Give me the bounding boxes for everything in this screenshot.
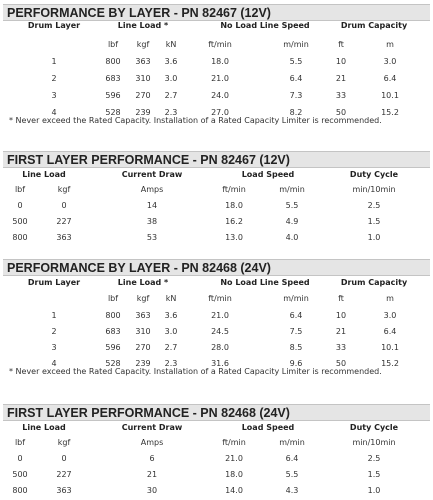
table-cell: 239 [135,359,151,368]
table-header-row [0,276,433,289]
table-cell: 800 [12,486,28,495]
table-cell: 363 [56,486,72,495]
table-cell: 2.7 [164,343,178,352]
table-cell: 21 [335,74,347,83]
column-header: Load Speed [241,170,295,179]
table-cell: 24.0 [211,91,229,100]
column-header: Drum Capacity [340,278,408,287]
column-header: No Load Line Speed [220,278,310,287]
column-header: Drum Layer [27,278,81,287]
unit-label: kgf [136,294,150,303]
table-row [0,484,433,497]
table-cell: 3.0 [164,74,178,83]
table-cell: 30 [146,486,158,495]
table-cell: 0 [61,201,67,210]
units-row [0,38,433,51]
section-title: FIRST LAYER PERFORMANCE - PN 82467 (12V) [3,151,430,168]
table-cell: 4.9 [285,217,299,226]
table-cell: 6.4 [383,74,397,83]
table-cell: 21.0 [211,311,229,320]
table-cell: 7.3 [289,91,303,100]
table-cell: 8.2 [289,108,303,117]
table-row [0,215,433,228]
column-header: Current Draw [121,423,183,432]
table-row [0,55,433,68]
table-cell: 6.4 [383,327,397,336]
table-cell: 683 [105,74,121,83]
table-row [0,468,433,481]
table-cell: 800 [105,57,121,66]
section-title: PERFORMANCE BY LAYER - PN 82468 (24V) [3,259,430,276]
table-cell: 21 [335,327,347,336]
table-cell: 14.0 [225,486,243,495]
unit-label: m/min [279,185,305,194]
table-row [0,199,433,212]
column-header: Duty Cycle [349,423,399,432]
unit-label: ft/min [222,185,246,194]
unit-label: ft/min [208,294,232,303]
table-cell: 363 [135,311,151,320]
table-cell: 310 [135,327,151,336]
table-cell: 24.5 [211,327,229,336]
column-header: Drum Capacity [340,21,408,30]
unit-label: kgf [136,40,150,49]
table-cell: 500 [12,217,28,226]
table-cell: 1 [51,311,57,320]
table-cell: 227 [56,470,72,479]
table-row [0,72,433,85]
table-cell: 6.4 [285,454,299,463]
table-row [0,325,433,338]
table-cell: 239 [135,108,151,117]
column-header: Drum Layer [27,21,81,30]
unit-label: m/min [283,40,309,49]
table-row [0,231,433,244]
table-cell: 528 [105,359,121,368]
table-cell: 33 [335,343,347,352]
table-cell: 2.7 [164,91,178,100]
table-cell: 2.3 [164,359,178,368]
table-cell: 4.3 [285,486,299,495]
table-cell: 31.6 [211,359,229,368]
table-cell: 10.1 [381,91,399,100]
units-row [0,183,433,196]
table-cell: 3.6 [164,57,178,66]
section-title: PERFORMANCE BY LAYER - PN 82467 (12V) [3,4,430,21]
table-cell: 13.0 [225,233,243,242]
table-row [0,309,433,322]
table-cell: 33 [335,91,347,100]
column-header: Duty Cycle [349,170,399,179]
table-cell: 4.0 [285,233,299,242]
table-cell: 4 [51,359,57,368]
table-cell: 500 [12,470,28,479]
table-cell: 363 [135,57,151,66]
unit-label: Amps [140,438,164,447]
column-header: Line Load [22,423,66,432]
table-cell: 18.0 [211,57,229,66]
column-header: Current Draw [121,170,183,179]
table-cell: 270 [135,343,151,352]
units-row [0,292,433,305]
unit-label: lbf [107,40,119,49]
table-cell: 800 [105,311,121,320]
unit-label: kN [165,40,177,49]
column-header: Line Load [22,170,66,179]
table-cell: 3.0 [383,311,397,320]
table-cell: 15.2 [381,359,399,368]
table-cell: 800 [12,233,28,242]
table-cell: 9.6 [289,359,303,368]
table-cell: 2 [51,74,57,83]
unit-label: min/10min [352,438,396,447]
table-cell: 1.0 [367,233,381,242]
footnote: * Never exceed the Rated Capacity. Installation of a Rated Capacity Limiter is recommended. [9,116,382,125]
table-cell: 7.5 [289,327,303,336]
table-header-row [0,19,433,32]
table-cell: 21.0 [225,454,243,463]
units-row [0,436,433,449]
table-cell: 227 [56,217,72,226]
table-cell: 3 [51,343,57,352]
table-cell: 5.5 [285,201,299,210]
unit-label: min/10min [352,185,396,194]
table-cell: 8.5 [289,343,303,352]
unit-label: ft/min [208,40,232,49]
table-cell: 683 [105,327,121,336]
table-cell: 5.5 [289,57,303,66]
unit-label: kN [165,294,177,303]
unit-label: m [386,294,394,303]
table-cell: 50 [335,108,347,117]
table-cell: 1 [51,57,57,66]
unit-label: ft [338,294,344,303]
table-cell: 6.4 [289,311,303,320]
table-cell: 10 [335,311,347,320]
table-cell: 1.5 [367,217,381,226]
column-header: Line Load * [117,278,169,287]
table-cell: 21.0 [211,74,229,83]
table-cell: 38 [146,217,158,226]
unit-label: Amps [140,185,164,194]
table-row [0,341,433,354]
table-cell: 0 [61,454,67,463]
table-cell: 10 [335,57,347,66]
table-cell: 2.5 [367,454,381,463]
unit-label: lbf [14,185,26,194]
unit-label: kgf [57,185,71,194]
table-cell: 4 [51,108,57,117]
table-cell: 6.4 [289,74,303,83]
table-cell: 2.5 [367,201,381,210]
table-cell: 528 [105,108,121,117]
unit-label: kgf [57,438,71,447]
table-cell: 1.5 [367,470,381,479]
table-cell: 596 [105,91,121,100]
unit-label: m/min [279,438,305,447]
table-cell: 3.0 [164,327,178,336]
unit-label: lbf [107,294,119,303]
table-cell: 363 [56,233,72,242]
table-cell: 2 [51,327,57,336]
table-cell: 18.0 [225,201,243,210]
table-cell: 27.0 [211,108,229,117]
table-cell: 21 [146,470,158,479]
unit-label: m/min [283,294,309,303]
table-cell: 270 [135,91,151,100]
table-header-row [0,421,433,434]
table-cell: 2.3 [164,108,178,117]
table-cell: 596 [105,343,121,352]
table-cell: 3.0 [383,57,397,66]
table-cell: 50 [335,359,347,368]
column-header: Load Speed [241,423,295,432]
column-header: No Load Line Speed [220,21,310,30]
footnote: * Never exceed the Rated Capacity. Installation of a Rated Capacity Limiter is recommended. [9,367,382,376]
unit-label: ft/min [222,438,246,447]
table-cell: 10.1 [381,343,399,352]
table-cell: 1.0 [367,486,381,495]
table-cell: 0 [17,201,23,210]
unit-label: m [386,40,394,49]
table-row [0,452,433,465]
table-cell: 0 [17,454,23,463]
table-cell: 14 [146,201,158,210]
table-cell: 15.2 [381,108,399,117]
table-cell: 6 [149,454,155,463]
column-header: Line Load * [117,21,169,30]
table-cell: 5.5 [285,470,299,479]
table-cell: 28.0 [211,343,229,352]
table-cell: 53 [146,233,158,242]
table-cell: 18.0 [225,470,243,479]
table-cell: 3 [51,91,57,100]
table-cell: 3.6 [164,311,178,320]
table-header-row [0,168,433,181]
table-cell: 310 [135,74,151,83]
unit-label: lbf [14,438,26,447]
unit-label: ft [338,40,344,49]
table-row [0,89,433,102]
section-title: FIRST LAYER PERFORMANCE - PN 82468 (24V) [3,404,430,421]
table-cell: 16.2 [225,217,243,226]
